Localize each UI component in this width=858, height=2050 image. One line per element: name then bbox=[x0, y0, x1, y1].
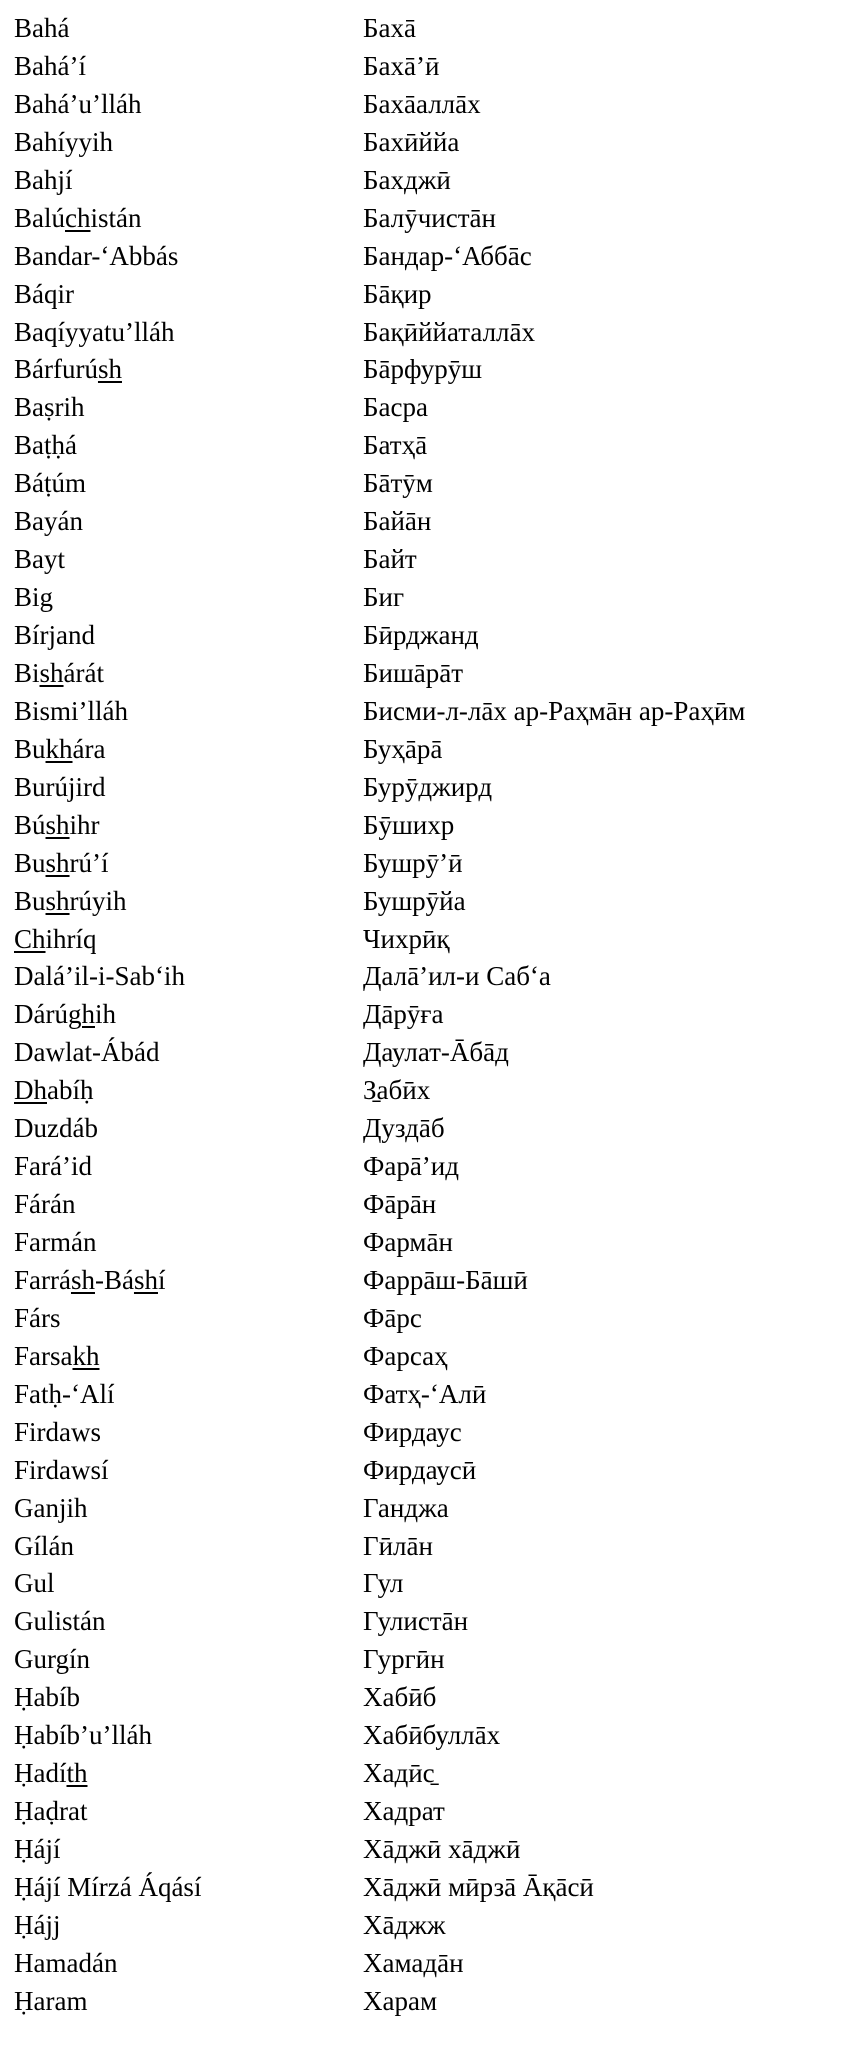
glossary-entry bbox=[14, 276, 854, 314]
cyrillic-term: Чихрӣқ bbox=[363, 923, 450, 954]
glossary-entry bbox=[14, 1641, 854, 1679]
glossary-entry bbox=[14, 1831, 854, 1869]
latin-term: Gílán bbox=[14, 1530, 74, 1561]
glossary-entry bbox=[14, 200, 854, 238]
cyrillic-term: Хадрат bbox=[363, 1796, 445, 1827]
cyrillic-term: Бӣрджанд bbox=[363, 620, 479, 650]
cyrillic-term: Хадӣс̱ bbox=[363, 1758, 435, 1789]
glossary-entry bbox=[14, 1072, 854, 1110]
glossary-entry bbox=[14, 1528, 854, 1566]
latin-term: Gul bbox=[14, 1568, 55, 1599]
latin-term: Fatḥ-‘Alí bbox=[14, 1378, 115, 1409]
latin-term: Bismi’lláh bbox=[14, 695, 128, 726]
latin-term: Bahá bbox=[14, 13, 70, 43]
glossary-entry bbox=[14, 162, 854, 200]
glossary-entry bbox=[14, 807, 854, 845]
latin-term: Fará’id bbox=[14, 1151, 92, 1182]
glossary-entry bbox=[14, 1755, 854, 1793]
cyrillic-term: Бахӣййа bbox=[363, 126, 460, 157]
latin-term: Baqíyyatu’lláh bbox=[14, 316, 175, 347]
cyrillic-term: Хāджӣ хāджӣ bbox=[363, 1834, 521, 1864]
cyrillic-term: Хабӣб bbox=[363, 1682, 437, 1713]
cyrillic-term: Бисми-л-лāх ар-Раҳмāн ар-Раҳӣм bbox=[363, 695, 746, 726]
latin-term: Duzdáb bbox=[14, 1113, 98, 1144]
glossary-entry bbox=[14, 579, 854, 617]
glossary-entry bbox=[14, 1565, 854, 1603]
glossary-entry bbox=[14, 1679, 854, 1717]
glossary-entry bbox=[14, 314, 854, 352]
latin-term: Ḥájj bbox=[14, 1909, 61, 1940]
glossary-entry bbox=[14, 769, 854, 807]
cyrillic-term: Фаррāш-Бāшӣ bbox=[363, 1264, 528, 1295]
latin-term: Balúchistán bbox=[14, 202, 142, 233]
glossary-entry bbox=[14, 1869, 854, 1907]
cyrillic-term: Бахā’ӣ bbox=[363, 50, 440, 81]
latin-term: Ḥabíb bbox=[14, 1682, 80, 1713]
latin-term: Firdaws bbox=[14, 1416, 101, 1447]
latin-term: Ḥaram bbox=[14, 1985, 88, 2016]
cyrillic-term: Бишāрāт bbox=[363, 657, 464, 688]
latin-term: Bayán bbox=[14, 506, 83, 537]
cyrillic-term: Фарā’ид bbox=[363, 1151, 459, 1182]
latin-term: Firdawsí bbox=[14, 1454, 109, 1485]
glossary-entry bbox=[14, 465, 854, 503]
glossary-entry bbox=[14, 1452, 854, 1490]
cyrillic-term: Дуздāб bbox=[363, 1113, 445, 1144]
latin-term: Farsakh bbox=[14, 1340, 100, 1371]
latin-term: Báqir bbox=[14, 278, 74, 309]
latin-term: Dárúghih bbox=[14, 999, 116, 1030]
latin-term: Ḥájí bbox=[14, 1834, 61, 1864]
cyrillic-term: Фатҳ-‘Алӣ bbox=[363, 1378, 487, 1409]
latin-term: Baṣrih bbox=[14, 392, 85, 423]
glossary-entry bbox=[14, 731, 854, 769]
glossary-entry bbox=[14, 1793, 854, 1831]
glossary-entry bbox=[14, 1414, 854, 1452]
latin-term: Farrásh-Báshí bbox=[14, 1264, 166, 1295]
latin-term: Ganjih bbox=[14, 1492, 88, 1523]
cyrillic-term: Бāрфурӯш bbox=[363, 354, 483, 385]
glossary-entry bbox=[14, 351, 854, 389]
glossary-entry bbox=[14, 1490, 854, 1528]
cyrillic-term: Бурӯджирд bbox=[363, 771, 493, 802]
glossary-entry bbox=[14, 1907, 854, 1945]
glossary-entry bbox=[14, 1224, 854, 1262]
cyrillic-term: Фармāн bbox=[363, 1227, 453, 1257]
glossary-entry bbox=[14, 1603, 854, 1641]
cyrillic-term: Гургӣн bbox=[363, 1644, 445, 1675]
cyrillic-term: Фирдаус bbox=[363, 1416, 462, 1447]
latin-term: Bírjand bbox=[14, 620, 95, 650]
latin-term: Big bbox=[14, 582, 54, 613]
cyrillic-term: Хāджӣ мӣрзā Āқāсӣ bbox=[363, 1871, 594, 1902]
glossary-entry bbox=[14, 1376, 854, 1414]
latin-term: Farmán bbox=[14, 1227, 97, 1257]
glossary-entry bbox=[14, 427, 854, 465]
latin-term: Bahíyyih bbox=[14, 126, 113, 157]
glossary-entry bbox=[14, 996, 854, 1034]
cyrillic-term: Бандар-‘Аббāс bbox=[363, 240, 532, 271]
glossary-entry bbox=[14, 921, 854, 959]
cyrillic-term: Ганджа bbox=[363, 1492, 449, 1523]
glossary-entry bbox=[14, 1262, 854, 1300]
latin-term: Burújird bbox=[14, 771, 106, 802]
cyrillic-term: Гулистāн bbox=[363, 1606, 469, 1637]
latin-term: Bukhára bbox=[14, 733, 106, 764]
cyrillic-term: Биг bbox=[363, 582, 405, 613]
glossary-entry bbox=[14, 1338, 854, 1376]
cyrillic-term: Гул bbox=[363, 1568, 404, 1599]
cyrillic-term: Буҳāрā bbox=[363, 733, 443, 764]
cyrillic-term: Бāқир bbox=[363, 278, 432, 309]
latin-term: Dawlat-Ábád bbox=[14, 1037, 160, 1068]
cyrillic-term: Басра bbox=[363, 392, 428, 423]
glossary-entry bbox=[14, 238, 854, 276]
latin-term: Fárán bbox=[14, 1189, 76, 1220]
latin-term: Fárs bbox=[14, 1302, 61, 1333]
cyrillic-term: Фāрāн bbox=[363, 1189, 437, 1220]
cyrillic-term: Бахāаллāх bbox=[363, 88, 481, 119]
glossary-entry bbox=[14, 693, 854, 731]
cyrillic-term: Хамадāн bbox=[363, 1947, 464, 1978]
glossary-entry bbox=[14, 1945, 854, 1983]
latin-term: Gulistán bbox=[14, 1606, 106, 1637]
latin-term: Ḥaḍrat bbox=[14, 1796, 88, 1827]
cyrillic-term: Фарсаҳ bbox=[363, 1340, 448, 1371]
glossary-list bbox=[14, 10, 854, 2021]
glossary-entry bbox=[14, 1148, 854, 1186]
glossary-entry bbox=[14, 389, 854, 427]
glossary-entry bbox=[14, 124, 854, 162]
glossary-entry bbox=[14, 1983, 854, 2021]
cyrillic-term: Хāджж bbox=[363, 1909, 446, 1940]
glossary-entry bbox=[14, 845, 854, 883]
latin-term: Baṭḥá bbox=[14, 430, 77, 461]
cyrillic-term: Байт bbox=[363, 544, 417, 575]
latin-term: Bushrúyih bbox=[14, 885, 127, 916]
glossary-entry bbox=[14, 86, 854, 124]
glossary-entry bbox=[14, 1186, 854, 1224]
cyrillic-term: Байāн bbox=[363, 506, 432, 537]
latin-term: Bushrú’í bbox=[14, 847, 109, 878]
glossary-entry bbox=[14, 883, 854, 921]
cyrillic-term: Даулат-Āбāд bbox=[363, 1037, 509, 1068]
cyrillic-term: З̱абӣх bbox=[363, 1075, 431, 1106]
glossary-entry bbox=[14, 1717, 854, 1755]
glossary-entry bbox=[14, 1110, 854, 1148]
cyrillic-term: Бахā bbox=[363, 13, 416, 43]
glossary-entry bbox=[14, 958, 854, 996]
latin-term: Dalá’il-i-Sab‘ih bbox=[14, 961, 185, 992]
glossary-entry bbox=[14, 617, 854, 655]
latin-term: Gurgín bbox=[14, 1644, 91, 1675]
latin-term: Bahá’í bbox=[14, 50, 86, 81]
latin-term: Bayt bbox=[14, 544, 65, 575]
glossary-entry bbox=[14, 48, 854, 86]
cyrillic-term: Бӯшихр bbox=[363, 809, 455, 840]
glossary-entry bbox=[14, 1034, 854, 1072]
cyrillic-term: Бушрӯйа bbox=[363, 885, 466, 916]
cyrillic-term: Батҳā bbox=[363, 430, 428, 461]
cyrillic-term: Гӣлāн bbox=[363, 1530, 433, 1561]
latin-term: Bahá’u’lláh bbox=[14, 88, 142, 119]
cyrillic-term: Фирдаусӣ bbox=[363, 1454, 477, 1485]
cyrillic-term: Харам bbox=[363, 1985, 438, 2016]
latin-term: Báṭúm bbox=[14, 468, 86, 499]
glossary-entry bbox=[14, 1300, 854, 1338]
latin-term: Bárfurúsh bbox=[14, 354, 122, 385]
latin-term: Chihríq bbox=[14, 923, 97, 954]
cyrillic-term: Бақӣййаталлāх bbox=[363, 316, 536, 347]
latin-term: Bandar-‘Abbás bbox=[14, 240, 179, 271]
latin-term: Dhabíḥ bbox=[14, 1075, 94, 1106]
latin-term: Ḥájí Mírzá Áqásí bbox=[14, 1871, 202, 1902]
cyrillic-term: Бāтӯм bbox=[363, 468, 433, 499]
cyrillic-term: Хабӣбуллāх bbox=[363, 1720, 501, 1751]
latin-term: Ḥabíb’u’lláh bbox=[14, 1720, 152, 1751]
latin-term: Búshihr bbox=[14, 809, 100, 840]
glossary-entry bbox=[14, 503, 854, 541]
cyrillic-term: Далā’ил-и Саб‘а bbox=[363, 961, 551, 992]
latin-term: Hamadán bbox=[14, 1947, 118, 1978]
latin-term: Ḥadíth bbox=[14, 1758, 88, 1789]
cyrillic-term: Балӯчистāн bbox=[363, 202, 496, 233]
glossary-entry bbox=[14, 10, 854, 48]
latin-term: Bishárát bbox=[14, 657, 104, 688]
cyrillic-term: Фāрс bbox=[363, 1302, 422, 1333]
glossary-entry bbox=[14, 655, 854, 693]
glossary-entry bbox=[14, 541, 854, 579]
latin-term: Bahjí bbox=[14, 164, 73, 195]
cyrillic-term: Бушрӯ’ӣ bbox=[363, 847, 463, 878]
cyrillic-term: Бахджӣ bbox=[363, 164, 451, 195]
cyrillic-term: Дāрӯға bbox=[363, 999, 444, 1030]
